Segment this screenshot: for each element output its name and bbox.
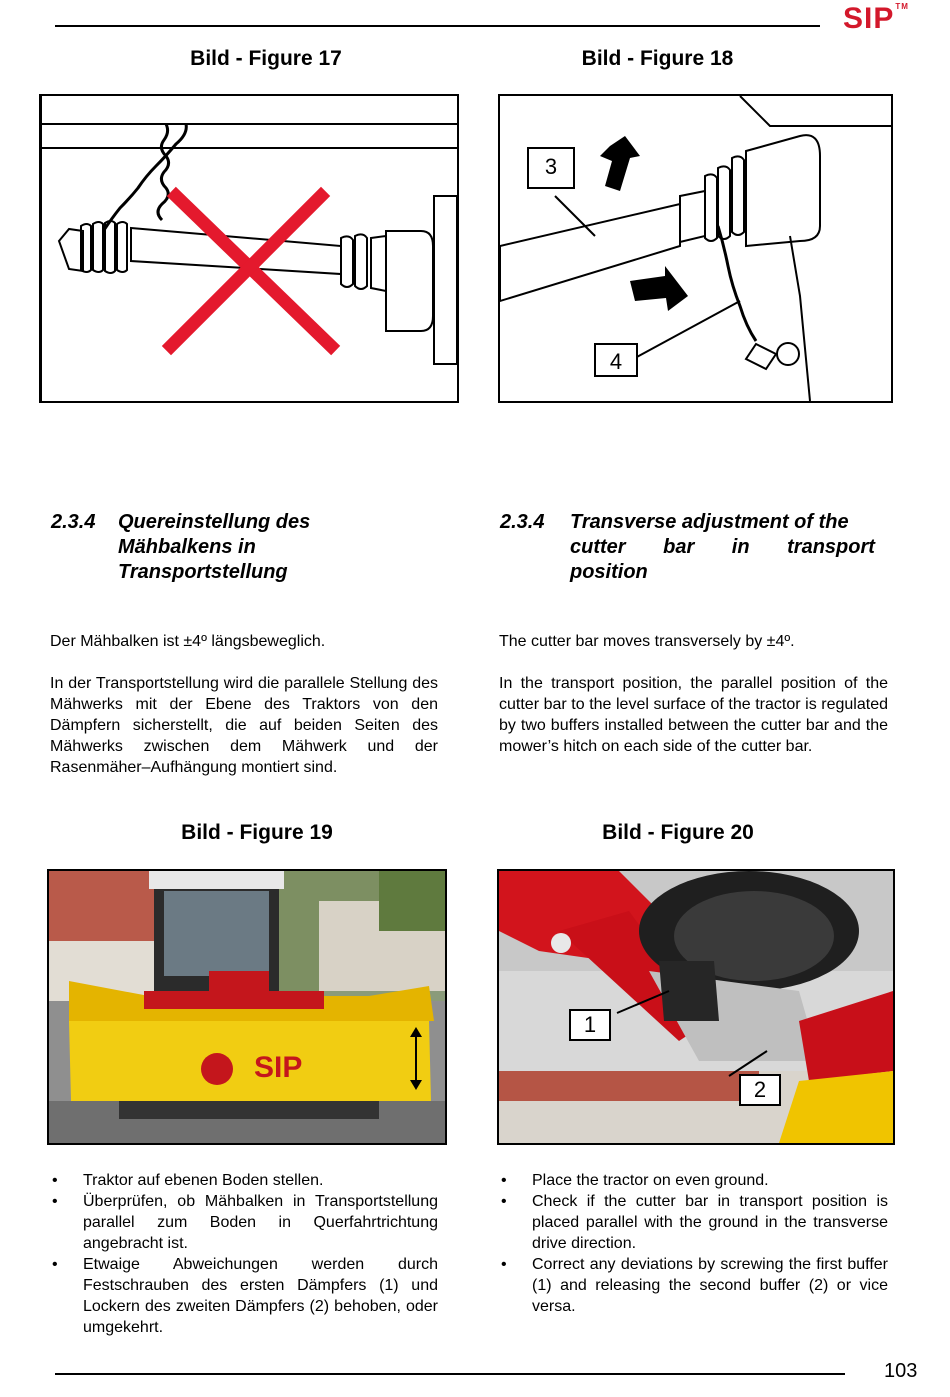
- section-number-de: 2.3.4: [51, 511, 96, 533]
- section-title-en: [570, 510, 890, 585]
- list-item: • Check if the cutter bar in transport position is placed parallel with the ground in the transverse drive direction.: [499, 1191, 888, 1254]
- body-text-de: [50, 631, 438, 778]
- title-line: cutter bar in transport: [570, 536, 875, 558]
- figure-18-caption: Bild - Figure 18: [581, 47, 734, 70]
- title-line: position: [570, 561, 648, 583]
- instructions-en: [499, 1170, 888, 1317]
- sip-logo: [843, 2, 909, 36]
- figure-18-label-3: 3: [544, 154, 558, 179]
- figure-18-label-4: 4: [609, 349, 623, 374]
- pto-shaft-wrong-icon: [41, 96, 457, 401]
- section-heading-de: [51, 510, 441, 585]
- list-item: • Überprüfen, ob Mähbalken in Transportstellung parallel zum Boden in Querfahrtrichtung angebracht ist.: [50, 1191, 438, 1254]
- list-item: • Place the tractor on even ground.: [499, 1170, 888, 1191]
- list-item: • Correct any deviations by screwing the first buffer (1) and releasing the second buffer (2) or vice versa.: [499, 1254, 888, 1317]
- title-line: Quereinstellung des: [118, 511, 311, 533]
- page-number: 103: [884, 1360, 918, 1382]
- figure-17-drawing: [39, 94, 459, 403]
- instructions-de: [50, 1170, 438, 1338]
- title-line: Mähbalkens in: [118, 536, 256, 558]
- list-item: • Etwaige Abweichungen werden durch Festschrauben des ersten Dämpfers (1) und Lockern des zweiten Dämpfers (2) behoben, oder umgekehrt.: [50, 1254, 438, 1338]
- sip-cover-logo: SIP: [254, 1051, 303, 1084]
- logo-tm: TM: [895, 2, 909, 11]
- body-text-en: [499, 631, 888, 757]
- section-number-en: 2.3.4: [500, 511, 545, 533]
- footer-rule: [55, 1373, 845, 1375]
- title-line: Transportstellung: [118, 561, 288, 583]
- section-title-de: [118, 510, 441, 585]
- paragraph: In the transport position, the parallel position of the cutter bar to the level surface of the tractor is regulated by two buffers installed between the cutter bar and the mower’s hitch on each side of the cutter bar.: [499, 675, 888, 755]
- figure-17-caption: Bild - Figure 17: [190, 47, 342, 70]
- figure-20-caption: Bild - Figure 20: [602, 821, 754, 844]
- section-heading-en: [500, 510, 890, 585]
- mower-photo-icon: [49, 871, 445, 1143]
- figure-20-label-1: 1: [569, 1009, 611, 1041]
- figure-19-caption: Bild - Figure 19: [181, 821, 333, 844]
- pto-shaft-chain-icon: [500, 96, 891, 401]
- title-line: Transverse adjustment of the: [570, 511, 849, 533]
- figure-18-drawing: [498, 94, 893, 403]
- figure-19-photo: [47, 869, 447, 1145]
- paragraph: In der Transportstellung wird die parallele Stellung des Mähwerks mit der Ebene des Traktors von den Dämpfern sicherstellt, die auf beiden Seiten des Mähwerks zwischen dem Mähwerk und der Rasenmäher–Aufhängung montiert sind.: [50, 675, 438, 776]
- buffer-detail-photo-icon: [499, 871, 893, 1143]
- paragraph: Der Mähbalken ist ±4º längsbeweglich.: [50, 633, 326, 650]
- paragraph: The cutter bar moves transversely by ±4º.: [499, 633, 795, 650]
- figure-20-photo: [497, 869, 895, 1145]
- header-rule: [55, 25, 820, 27]
- figure-20-label-2: 2: [739, 1074, 781, 1106]
- logo-text: SIP: [843, 2, 895, 35]
- list-item: • Traktor auf ebenen Boden stellen.: [50, 1170, 438, 1191]
